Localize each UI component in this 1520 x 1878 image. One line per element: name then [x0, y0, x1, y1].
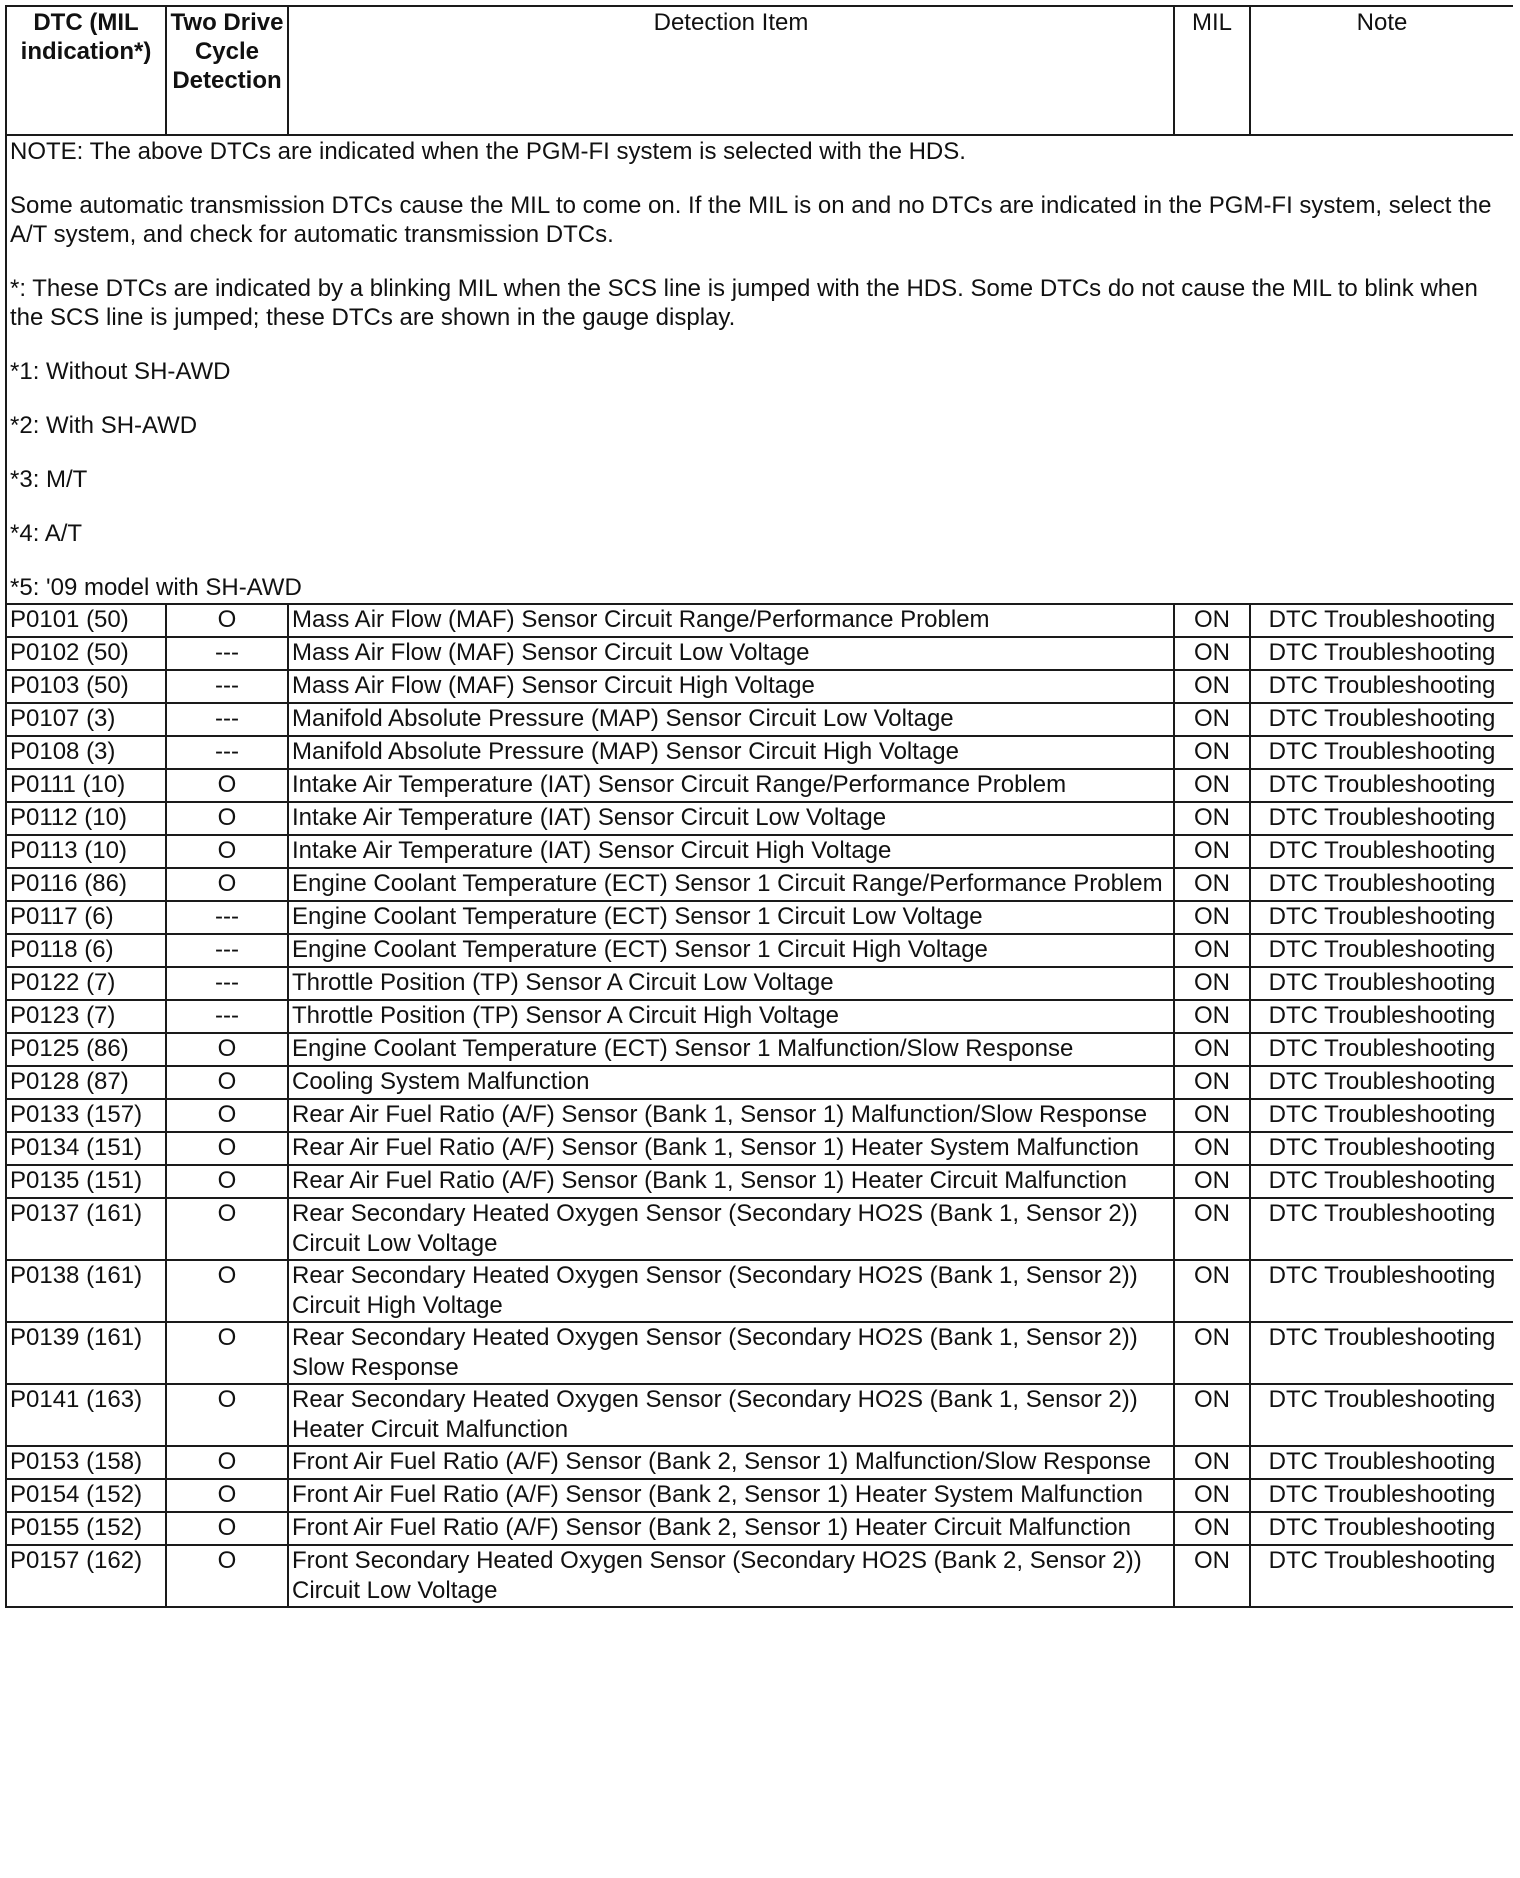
dtc-code: P0128 (87)	[6, 1066, 166, 1099]
note-link: DTC Troubleshooting	[1250, 1132, 1513, 1165]
two-drive-cycle-mark: O	[166, 1165, 288, 1198]
detection-item: Mass Air Flow (MAF) Sensor Circuit Range/Performance Problem	[288, 604, 1174, 637]
mil-status: ON	[1174, 835, 1250, 868]
dtc-code: P0155 (152)	[6, 1512, 166, 1545]
detection-item: Front Secondary Heated Oxygen Sensor (Secondary HO2S (Bank 2, Sensor 2)) Circuit Low Voltage	[288, 1545, 1174, 1607]
note-hds: NOTE: The above DTCs are indicated when the PGM-FI system is selected with the HDS.	[10, 138, 966, 165]
dtc-code: P0157 (162)	[6, 1545, 166, 1607]
detection-item: Intake Air Temperature (IAT) Sensor Circuit Range/Performance Problem	[288, 769, 1174, 802]
table-row	[6, 1446, 1513, 1479]
detection-item: Rear Air Fuel Ratio (A/F) Sensor (Bank 1, Sensor 1) Malfunction/Slow Response	[288, 1099, 1174, 1132]
note-automatic-transmission: Some automatic transmission DTCs cause the MIL to come on. If the MIL is on and no DTCs are indicated in the PGM-FI system, select the A/T system, and check for automatic transmission DTCs.	[10, 192, 1492, 248]
detection-item: Mass Air Flow (MAF) Sensor Circuit High Voltage	[288, 670, 1174, 703]
two-drive-cycle-mark: O	[166, 1198, 288, 1260]
dtc-code: P0134 (151)	[6, 1132, 166, 1165]
mil-status: ON	[1174, 1165, 1250, 1198]
dtc-code: P0113 (10)	[6, 835, 166, 868]
dtc-code: P0138 (161)	[6, 1260, 166, 1322]
note-link: DTC Troubleshooting	[1250, 1033, 1513, 1066]
dtc-code: P0137 (161)	[6, 1198, 166, 1260]
dtc-code: P0116 (86)	[6, 868, 166, 901]
table-row	[6, 1260, 1513, 1322]
note-link: DTC Troubleshooting	[1250, 901, 1513, 934]
table-row	[6, 1066, 1513, 1099]
mil-status: ON	[1174, 637, 1250, 670]
two-drive-cycle-mark: O	[166, 1099, 288, 1132]
note-link: DTC Troubleshooting	[1250, 1099, 1513, 1132]
detection-item: Intake Air Temperature (IAT) Sensor Circuit High Voltage	[288, 835, 1174, 868]
note-link: DTC Troubleshooting	[1250, 835, 1513, 868]
note-link: DTC Troubleshooting	[1250, 1260, 1513, 1322]
note-link: DTC Troubleshooting	[1250, 703, 1513, 736]
two-drive-cycle-mark: ---	[166, 670, 288, 703]
note-link: DTC Troubleshooting	[1250, 1000, 1513, 1033]
detection-item: Engine Coolant Temperature (ECT) Sensor 1 Malfunction/Slow Response	[288, 1033, 1174, 1066]
two-drive-cycle-mark: O	[166, 1479, 288, 1512]
table-row	[6, 1033, 1513, 1066]
note-link: DTC Troubleshooting	[1250, 769, 1513, 802]
table-row	[6, 1545, 1513, 1607]
dtc-code: P0108 (3)	[6, 736, 166, 769]
note-link: DTC Troubleshooting	[1250, 1165, 1513, 1198]
detection-item: Mass Air Flow (MAF) Sensor Circuit Low Voltage	[288, 637, 1174, 670]
table-row	[6, 835, 1513, 868]
table-row	[6, 1322, 1513, 1384]
mil-status: ON	[1174, 670, 1250, 703]
table-row	[6, 1099, 1513, 1132]
dtc-code: P0139 (161)	[6, 1322, 166, 1384]
mil-status: ON	[1174, 703, 1250, 736]
note-link: DTC Troubleshooting	[1250, 934, 1513, 967]
two-drive-cycle-mark: O	[166, 1384, 288, 1446]
two-drive-cycle-mark: ---	[166, 736, 288, 769]
dtc-document	[5, 5, 1513, 1871]
mil-status: ON	[1174, 868, 1250, 901]
header-mil: MIL	[1174, 6, 1250, 135]
table-row	[6, 637, 1513, 670]
two-drive-cycle-mark: O	[166, 604, 288, 637]
table-row	[6, 670, 1513, 703]
header-detection-item: Detection Item	[288, 6, 1174, 135]
detection-item: Cooling System Malfunction	[288, 1066, 1174, 1099]
header-note: Note	[1250, 6, 1513, 135]
detection-item: Front Air Fuel Ratio (A/F) Sensor (Bank 2, Sensor 1) Heater Circuit Malfunction	[288, 1512, 1174, 1545]
mil-status: ON	[1174, 1132, 1250, 1165]
table-row	[6, 1512, 1513, 1545]
two-drive-cycle-mark: ---	[166, 703, 288, 736]
dtc-code: P0141 (163)	[6, 1384, 166, 1446]
mil-status: ON	[1174, 604, 1250, 637]
two-drive-cycle-mark: ---	[166, 901, 288, 934]
table-header-row	[6, 6, 1513, 135]
table-row	[6, 1165, 1513, 1198]
dtc-code: P0122 (7)	[6, 967, 166, 1000]
dtc-code: P0117 (6)	[6, 901, 166, 934]
header-dtc: DTC (MIL indication*)	[6, 6, 166, 135]
table-row	[6, 967, 1513, 1000]
mil-status: ON	[1174, 1033, 1250, 1066]
two-drive-cycle-mark: O	[166, 802, 288, 835]
dtc-code: P0135 (151)	[6, 1165, 166, 1198]
mil-status: ON	[1174, 934, 1250, 967]
note-link: DTC Troubleshooting	[1250, 802, 1513, 835]
two-drive-cycle-mark: O	[166, 1132, 288, 1165]
two-drive-cycle-mark: ---	[166, 934, 288, 967]
table-row	[6, 703, 1513, 736]
detection-item: Front Air Fuel Ratio (A/F) Sensor (Bank 2, Sensor 1) Heater System Malfunction	[288, 1479, 1174, 1512]
detection-item: Rear Air Fuel Ratio (A/F) Sensor (Bank 1, Sensor 1) Heater System Malfunction	[288, 1132, 1174, 1165]
dtc-code: P0125 (86)	[6, 1033, 166, 1066]
note-link: DTC Troubleshooting	[1250, 736, 1513, 769]
table-row	[6, 1198, 1513, 1260]
note-link: DTC Troubleshooting	[1250, 1479, 1513, 1512]
table-row	[6, 1000, 1513, 1033]
note-link: DTC Troubleshooting	[1250, 1198, 1513, 1260]
detection-item: Throttle Position (TP) Sensor A Circuit High Voltage	[288, 1000, 1174, 1033]
note-blinking-mil: *: These DTCs are indicated by a blinking MIL when the SCS line is jumped with the HDS. Some DTCs do not cause the MIL to blink when the SCS line is jumped; these DTCs are shown in the gauge display.	[10, 275, 1478, 331]
mil-status: ON	[1174, 1099, 1250, 1132]
mil-status: ON	[1174, 1446, 1250, 1479]
mil-status: ON	[1174, 1512, 1250, 1545]
two-drive-cycle-mark: O	[166, 1033, 288, 1066]
detection-item: Engine Coolant Temperature (ECT) Sensor 1 Circuit Range/Performance Problem	[288, 868, 1174, 901]
note-footnote-3: *3: M/T	[10, 466, 88, 493]
table-row	[6, 1384, 1513, 1446]
note-link: DTC Troubleshooting	[1250, 604, 1513, 637]
table-row	[6, 1132, 1513, 1165]
table-row	[6, 868, 1513, 901]
dtc-table	[5, 5, 1513, 1608]
detection-item: Throttle Position (TP) Sensor A Circuit Low Voltage	[288, 967, 1174, 1000]
note-link: DTC Troubleshooting	[1250, 1322, 1513, 1384]
detection-item: Engine Coolant Temperature (ECT) Sensor 1 Circuit Low Voltage	[288, 901, 1174, 934]
header-two-drive-cycle: Two Drive Cycle Detection	[166, 6, 288, 135]
note-footnote-1: *1: Without SH-AWD	[10, 358, 231, 385]
note-link: DTC Troubleshooting	[1250, 637, 1513, 670]
detection-item: Manifold Absolute Pressure (MAP) Sensor Circuit Low Voltage	[288, 703, 1174, 736]
mil-status: ON	[1174, 769, 1250, 802]
detection-item: Rear Secondary Heated Oxygen Sensor (Secondary HO2S (Bank 1, Sensor 2)) Circuit High Voltage	[288, 1260, 1174, 1322]
note-link: DTC Troubleshooting	[1250, 1512, 1513, 1545]
table-row	[6, 736, 1513, 769]
detection-item: Front Air Fuel Ratio (A/F) Sensor (Bank 2, Sensor 1) Malfunction/Slow Response	[288, 1446, 1174, 1479]
dtc-code: P0153 (158)	[6, 1446, 166, 1479]
dtc-code: P0107 (3)	[6, 703, 166, 736]
two-drive-cycle-mark: ---	[166, 967, 288, 1000]
two-drive-cycle-mark: O	[166, 1260, 288, 1322]
mil-status: ON	[1174, 901, 1250, 934]
note-link: DTC Troubleshooting	[1250, 967, 1513, 1000]
note-link: DTC Troubleshooting	[1250, 670, 1513, 703]
notes-row	[6, 135, 1513, 604]
table-row	[6, 604, 1513, 637]
note-footnote-2: *2: With SH-AWD	[10, 412, 198, 439]
two-drive-cycle-mark: O	[166, 1512, 288, 1545]
two-drive-cycle-mark: O	[166, 1066, 288, 1099]
two-drive-cycle-mark: O	[166, 868, 288, 901]
note-link: DTC Troubleshooting	[1250, 1446, 1513, 1479]
dtc-code: P0111 (10)	[6, 769, 166, 802]
mil-status: ON	[1174, 1198, 1250, 1260]
note-link: DTC Troubleshooting	[1250, 1384, 1513, 1446]
mil-status: ON	[1174, 1545, 1250, 1607]
mil-status: ON	[1174, 1066, 1250, 1099]
mil-status: ON	[1174, 1260, 1250, 1322]
detection-item: Rear Secondary Heated Oxygen Sensor (Secondary HO2S (Bank 1, Sensor 2)) Slow Response	[288, 1322, 1174, 1384]
two-drive-cycle-mark: ---	[166, 637, 288, 670]
detection-item: Rear Air Fuel Ratio (A/F) Sensor (Bank 1, Sensor 1) Heater Circuit Malfunction	[288, 1165, 1174, 1198]
dtc-code: P0118 (6)	[6, 934, 166, 967]
table-row	[6, 901, 1513, 934]
detection-item: Manifold Absolute Pressure (MAP) Sensor Circuit High Voltage	[288, 736, 1174, 769]
detection-item: Engine Coolant Temperature (ECT) Sensor 1 Circuit High Voltage	[288, 934, 1174, 967]
dtc-code: P0133 (157)	[6, 1099, 166, 1132]
mil-status: ON	[1174, 1000, 1250, 1033]
two-drive-cycle-mark: O	[166, 1446, 288, 1479]
two-drive-cycle-mark: O	[166, 1322, 288, 1384]
notes-cell	[6, 135, 1513, 604]
mil-status: ON	[1174, 1322, 1250, 1384]
note-link: DTC Troubleshooting	[1250, 1545, 1513, 1607]
dtc-code: P0102 (50)	[6, 637, 166, 670]
two-drive-cycle-mark: O	[166, 769, 288, 802]
note-link: DTC Troubleshooting	[1250, 1066, 1513, 1099]
detection-item: Rear Secondary Heated Oxygen Sensor (Secondary HO2S (Bank 1, Sensor 2)) Circuit Low Voltage	[288, 1198, 1174, 1260]
dtc-code: P0123 (7)	[6, 1000, 166, 1033]
note-footnote-5: *5: '09 model with SH-AWD	[10, 574, 302, 601]
detection-item: Intake Air Temperature (IAT) Sensor Circuit Low Voltage	[288, 802, 1174, 835]
table-row	[6, 802, 1513, 835]
dtc-code: P0101 (50)	[6, 604, 166, 637]
note-link: DTC Troubleshooting	[1250, 868, 1513, 901]
dtc-code: P0112 (10)	[6, 802, 166, 835]
dtc-code: P0103 (50)	[6, 670, 166, 703]
table-row	[6, 1479, 1513, 1512]
mil-status: ON	[1174, 967, 1250, 1000]
two-drive-cycle-mark: O	[166, 1545, 288, 1607]
note-footnote-4: *4: A/T	[10, 520, 83, 547]
two-drive-cycle-mark: ---	[166, 1000, 288, 1033]
mil-status: ON	[1174, 736, 1250, 769]
mil-status: ON	[1174, 1479, 1250, 1512]
mil-status: ON	[1174, 802, 1250, 835]
table-row	[6, 934, 1513, 967]
dtc-code: P0154 (152)	[6, 1479, 166, 1512]
table-row	[6, 769, 1513, 802]
detection-item: Rear Secondary Heated Oxygen Sensor (Secondary HO2S (Bank 1, Sensor 2)) Heater Circuit Malfunction	[288, 1384, 1174, 1446]
mil-status: ON	[1174, 1384, 1250, 1446]
two-drive-cycle-mark: O	[166, 835, 288, 868]
